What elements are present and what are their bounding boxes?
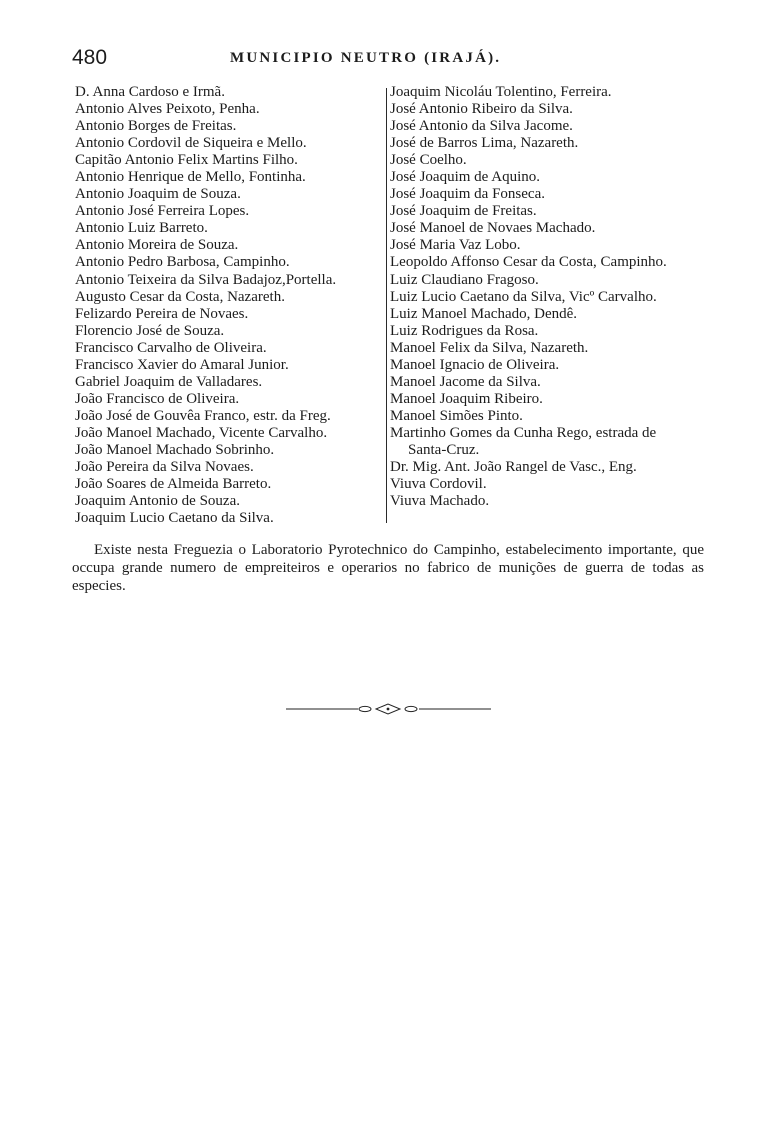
- list-item-continuation: Santa-Cruz.: [408, 441, 480, 458]
- list-item: [390, 220, 710, 237]
- running-head: MUNICIPIO NEUTRO (IRAJÁ).: [230, 50, 502, 66]
- list-item: [390, 493, 710, 510]
- list-item-text: Luiz Claudiano Fragoso.: [390, 271, 539, 288]
- list-item-text: Leopoldo Affonso Cesar da Costa, Campinho.: [390, 254, 667, 271]
- list-item: [390, 101, 710, 118]
- list-item-text: José Antonio da Silva Jacome.: [390, 118, 573, 135]
- list-item: [390, 425, 710, 459]
- left-column: [75, 84, 385, 527]
- column-divider: [386, 88, 387, 523]
- list-item-text: Manoel Felix da Silva, Nazareth.: [390, 339, 589, 356]
- list-item-text: Joaquim Nicoláu Tolentino, Ferreira.: [390, 84, 612, 100]
- body-paragraph: Existe nesta Freguezia o Laboratorio Pyrotechnico do Campinho, estabelecimento importante, que occupa grande numero de empreiteiros e operarios no fabrico de munições de guerra de todas as especies.: [72, 542, 704, 594]
- list-item-text: Dr. Mig. Ant. João Rangel de Vasc., Eng.: [390, 459, 637, 476]
- page-number: 480: [72, 46, 108, 69]
- list-item-text: Luiz Rodrigues da Rosa.: [390, 322, 539, 339]
- list-item: Gabriel Joaquim de Valladares.: [75, 373, 263, 390]
- list-item: Florencio José de Souza.: [75, 322, 225, 339]
- list-item: João José de Gouvêa Franco, estr. da Freg.: [75, 407, 331, 424]
- list-item: Felizardo Pereira de Novaes.: [75, 305, 249, 322]
- list-item: [390, 306, 710, 323]
- list-item-text: José de Barros Lima, Nazareth.: [390, 135, 579, 152]
- ornament-divider: [286, 700, 491, 718]
- list-item-text: José Antonio Ribeiro da Silva.: [390, 101, 573, 118]
- list-item: Antonio Moreira de Souza.: [75, 237, 239, 254]
- list-item-text: Viuva Machado.: [390, 493, 490, 510]
- list-item: João Soares de Almeida Barreto.: [75, 476, 272, 493]
- list-item: Antonio Alves Peixoto, Penha.: [75, 101, 260, 118]
- list-item-text: Luiz Manoel Machado, Dendê.: [390, 305, 578, 322]
- list-item: João Francisco de Oliveira.: [75, 390, 240, 407]
- list-item-text: José Joaquim de Freitas.: [390, 203, 537, 220]
- list-item: João Manoel Machado Sobrinho.: [75, 441, 275, 458]
- list-item-text: José Maria Vaz Lobo.: [390, 237, 521, 254]
- list-item-text: José Joaquim de Aquino.: [390, 169, 540, 186]
- list-item-text: Martinho Gomes da Cunha Rego, estrada de: [390, 424, 657, 441]
- list-item: [390, 135, 710, 152]
- list-item-text: Manoel Joaquim Ribeiro.: [390, 390, 543, 407]
- list-item: [390, 118, 710, 135]
- list-item: Augusto Cesar da Costa, Nazareth.: [75, 288, 285, 305]
- list-item: Francisco Xavier do Amaral Junior.: [75, 356, 289, 373]
- right-column: [390, 84, 710, 510]
- list-item: [390, 408, 710, 425]
- list-item: [390, 459, 710, 476]
- list-item: [390, 254, 710, 271]
- list-item: [390, 374, 710, 391]
- list-item: Antonio Henrique de Mello, Fontinha.: [75, 169, 306, 186]
- list-item: [390, 340, 710, 357]
- list-item: [390, 476, 710, 493]
- list-item: Antonio José Ferreira Lopes.: [75, 203, 250, 220]
- list-item-text: José Manoel de Novaes Machado.: [390, 220, 596, 237]
- list-item: João Pereira da Silva Novaes.: [75, 459, 254, 476]
- list-item-text: Luiz Lucio Caetano da Silva, Vicº Carvalho.: [390, 288, 657, 305]
- list-item: Francisco Carvalho de Oliveira.: [75, 339, 267, 356]
- list-item-text: Manoel Ignacio de Oliveira.: [390, 356, 560, 373]
- list-item: [390, 357, 710, 374]
- list-item: Capitão Antonio Felix Martins Filho.: [75, 152, 298, 169]
- list-item: Antonio Borges de Freitas.: [75, 118, 237, 135]
- list-item: João Manoel Machado, Vicente Carvalho.: [75, 424, 328, 441]
- list-item: [390, 272, 710, 289]
- list-item: Antonio Luiz Barreto.: [75, 220, 208, 237]
- list-item-text: José Joaquim da Fonseca.: [390, 186, 545, 203]
- list-item: [390, 203, 710, 220]
- list-item-text: Manoel Jacome da Silva.: [390, 373, 541, 390]
- list-item: [390, 84, 710, 101]
- list-item-text: Viuva Cordovil.: [390, 476, 487, 493]
- list-item: Antonio Joaquim de Souza.: [75, 186, 241, 203]
- list-item-text: José Coelho.: [390, 152, 467, 169]
- list-item: D. Anna Cardoso e Irmã.: [75, 84, 225, 100]
- list-item: Antonio Cordovil de Siqueira e Mello.: [75, 135, 307, 152]
- list-item: [390, 186, 710, 203]
- list-item: [390, 323, 710, 340]
- list-item: Joaquim Antonio de Souza.: [75, 493, 240, 510]
- list-item: [390, 169, 710, 186]
- list-item: [390, 391, 710, 408]
- list-item: [390, 152, 710, 169]
- list-item: [390, 237, 710, 254]
- list-item-text: Manoel Simões Pinto.: [390, 407, 523, 424]
- list-item: [390, 289, 710, 306]
- list-item: Antonio Pedro Barbosa, Campinho.: [75, 254, 290, 271]
- list-item: Joaquim Lucio Caetano da Silva.: [75, 510, 274, 527]
- list-item: Antonio Teixeira da Silva Badajoz,Portella.: [75, 271, 337, 288]
